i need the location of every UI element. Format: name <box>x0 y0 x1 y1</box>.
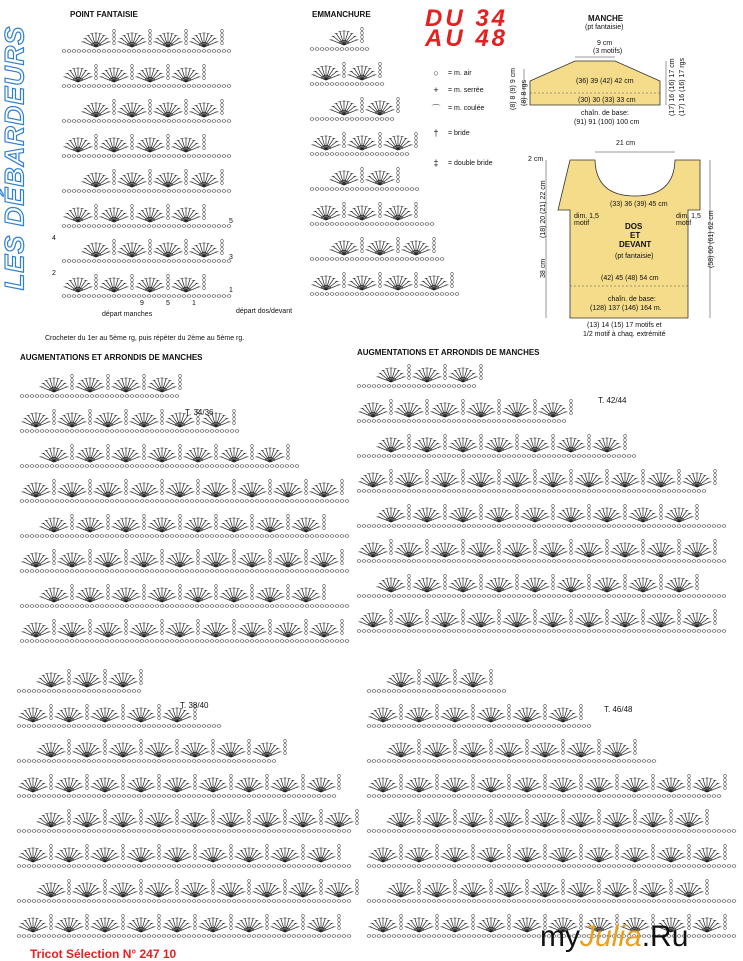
dos-chain: chaîn. de base: <box>608 296 656 303</box>
row-number-2: 2 <box>52 270 56 277</box>
dos-shoulder-height: 2 cm <box>528 156 543 163</box>
dos-dim-left: dim. 1,5 motif <box>574 213 604 227</box>
chain-stitch-icon: ○ <box>430 68 442 78</box>
manche-chain-values: (91) 91 (100) 100 cm <box>574 119 639 126</box>
sizes-title-line1: DU 34 <box>425 8 508 30</box>
dos-body-height: 38 cm <box>540 259 547 278</box>
dos-dim-right: dim. 1,5 motif <box>676 213 706 227</box>
brand-watermark <box>540 920 688 954</box>
dos-line2: (42) 45 (48) 54 cm <box>601 275 659 282</box>
augmentations-left-title: AUGMENTATIONS ET ARRONDIS DE MANCHES <box>20 353 203 362</box>
side-title <box>2 8 28 308</box>
augmentations-right-title: AUGMENTATIONS ET ARRONDIS DE MANCHES <box>357 348 540 357</box>
dos-center-3: DEVANT <box>619 240 651 249</box>
dos-center-2: ET <box>630 231 640 240</box>
row-number-3: 3 <box>229 254 233 261</box>
dos-note-2: 1/2 motif à chaq. extrémité <box>583 331 665 338</box>
slip-stitch-icon: ⌒ <box>430 102 442 115</box>
manche-right-dims: (17) 16 (16) 17 cm <box>669 58 676 116</box>
magazine-footer: Tricot Sélection N° 247 10 <box>30 947 176 961</box>
emmanchure-title: EMMANCHURE <box>312 10 371 19</box>
sleeve-chart-46-48 <box>365 655 740 940</box>
size-label-38-40: T. 38/40 <box>180 701 208 710</box>
legend-text-coulee: = m. coulée <box>448 105 484 112</box>
treble-crochet-icon: ‡ <box>430 158 442 168</box>
sizes-title-line2: AU 48 <box>425 28 508 50</box>
legend-text-air: = m. air <box>448 70 472 77</box>
legend-item-serree <box>430 85 484 95</box>
size-label-42-44: T. 42/44 <box>598 396 626 405</box>
bottom-num-9: 9 <box>140 300 144 307</box>
dos-chain-values: (128) 137 (146) 164 m. <box>590 305 662 312</box>
brand-part-b: Julia <box>580 920 642 953</box>
dos-center-sub: (pt fantaisie) <box>615 253 654 260</box>
bottom-num-5: 5 <box>166 300 170 307</box>
brand-part-c: .Ru <box>642 920 689 953</box>
dos-center-1: DOS <box>625 222 642 231</box>
row-number-1: 1 <box>229 287 233 294</box>
manche-top-motifs: (3 motifs) <box>593 48 622 55</box>
manche-line1: (36) 39 (42) 42 cm <box>576 78 634 85</box>
dos-right-height: (58) 60 (61) 62 cm <box>708 210 715 268</box>
legend-item-bride <box>430 128 470 138</box>
manche-shape <box>520 55 670 115</box>
row-number-4: 4 <box>52 235 56 242</box>
manche-chain: chaîn. de base: <box>581 110 629 117</box>
size-label-46-48: T. 46/48 <box>604 705 632 714</box>
dos-line1: (33) 36 (39) 45 cm <box>610 201 668 208</box>
bottom-num-1: 1 <box>192 300 196 307</box>
legend-text-serree: = m. serrée <box>448 87 484 94</box>
single-crochet-icon: + <box>430 85 442 95</box>
manche-left-dims: (8) 8 (9) 9 cm <box>510 68 517 110</box>
manche-subtitle: (pt fantaisie) <box>585 24 624 31</box>
legend-item-coulee <box>430 102 484 115</box>
point-fantaisie-chart <box>60 25 230 300</box>
manche-left-rows: (8) 8 rgs <box>521 80 528 106</box>
legend-text-bride: = bride <box>448 130 470 137</box>
legend-item-air <box>430 68 472 78</box>
manche-title: MANCHE <box>588 14 623 23</box>
legend-text-double-bride: = double bride <box>448 160 493 167</box>
depart-dos-label: départ dos/devant <box>236 308 292 315</box>
row-number-5: 5 <box>229 218 233 225</box>
dos-left-height: (18) 20 (21) 22 cm <box>540 180 547 238</box>
double-crochet-icon: † <box>430 128 442 138</box>
depart-manches-label: départ manches <box>102 311 152 318</box>
legend-item-double-bride <box>430 158 493 168</box>
size-label-34-36: T. 34/36 <box>185 408 213 417</box>
sleeve-chart-42-44 <box>355 365 730 635</box>
point-fantaisie-title: POINT FANTAISIE <box>70 10 138 19</box>
brand-part-a: my <box>540 920 580 953</box>
point-fantaisie-note: Crocheter du 1er au 5ème rg, puis répéter du 2ème au 5ème rg. <box>45 335 244 342</box>
dos-top-width: 21 cm <box>616 140 635 147</box>
side-title-text: LES DÉBARDEURS <box>0 26 31 291</box>
manche-line2: (30) 30 (33) 33 cm <box>578 97 636 104</box>
manche-right-rows: (17) 16 (16) 17 rgs <box>679 58 686 116</box>
dos-note-1: (13) 14 (15) 17 motifs et <box>587 322 662 329</box>
manche-top-width: 9 cm <box>597 40 612 47</box>
